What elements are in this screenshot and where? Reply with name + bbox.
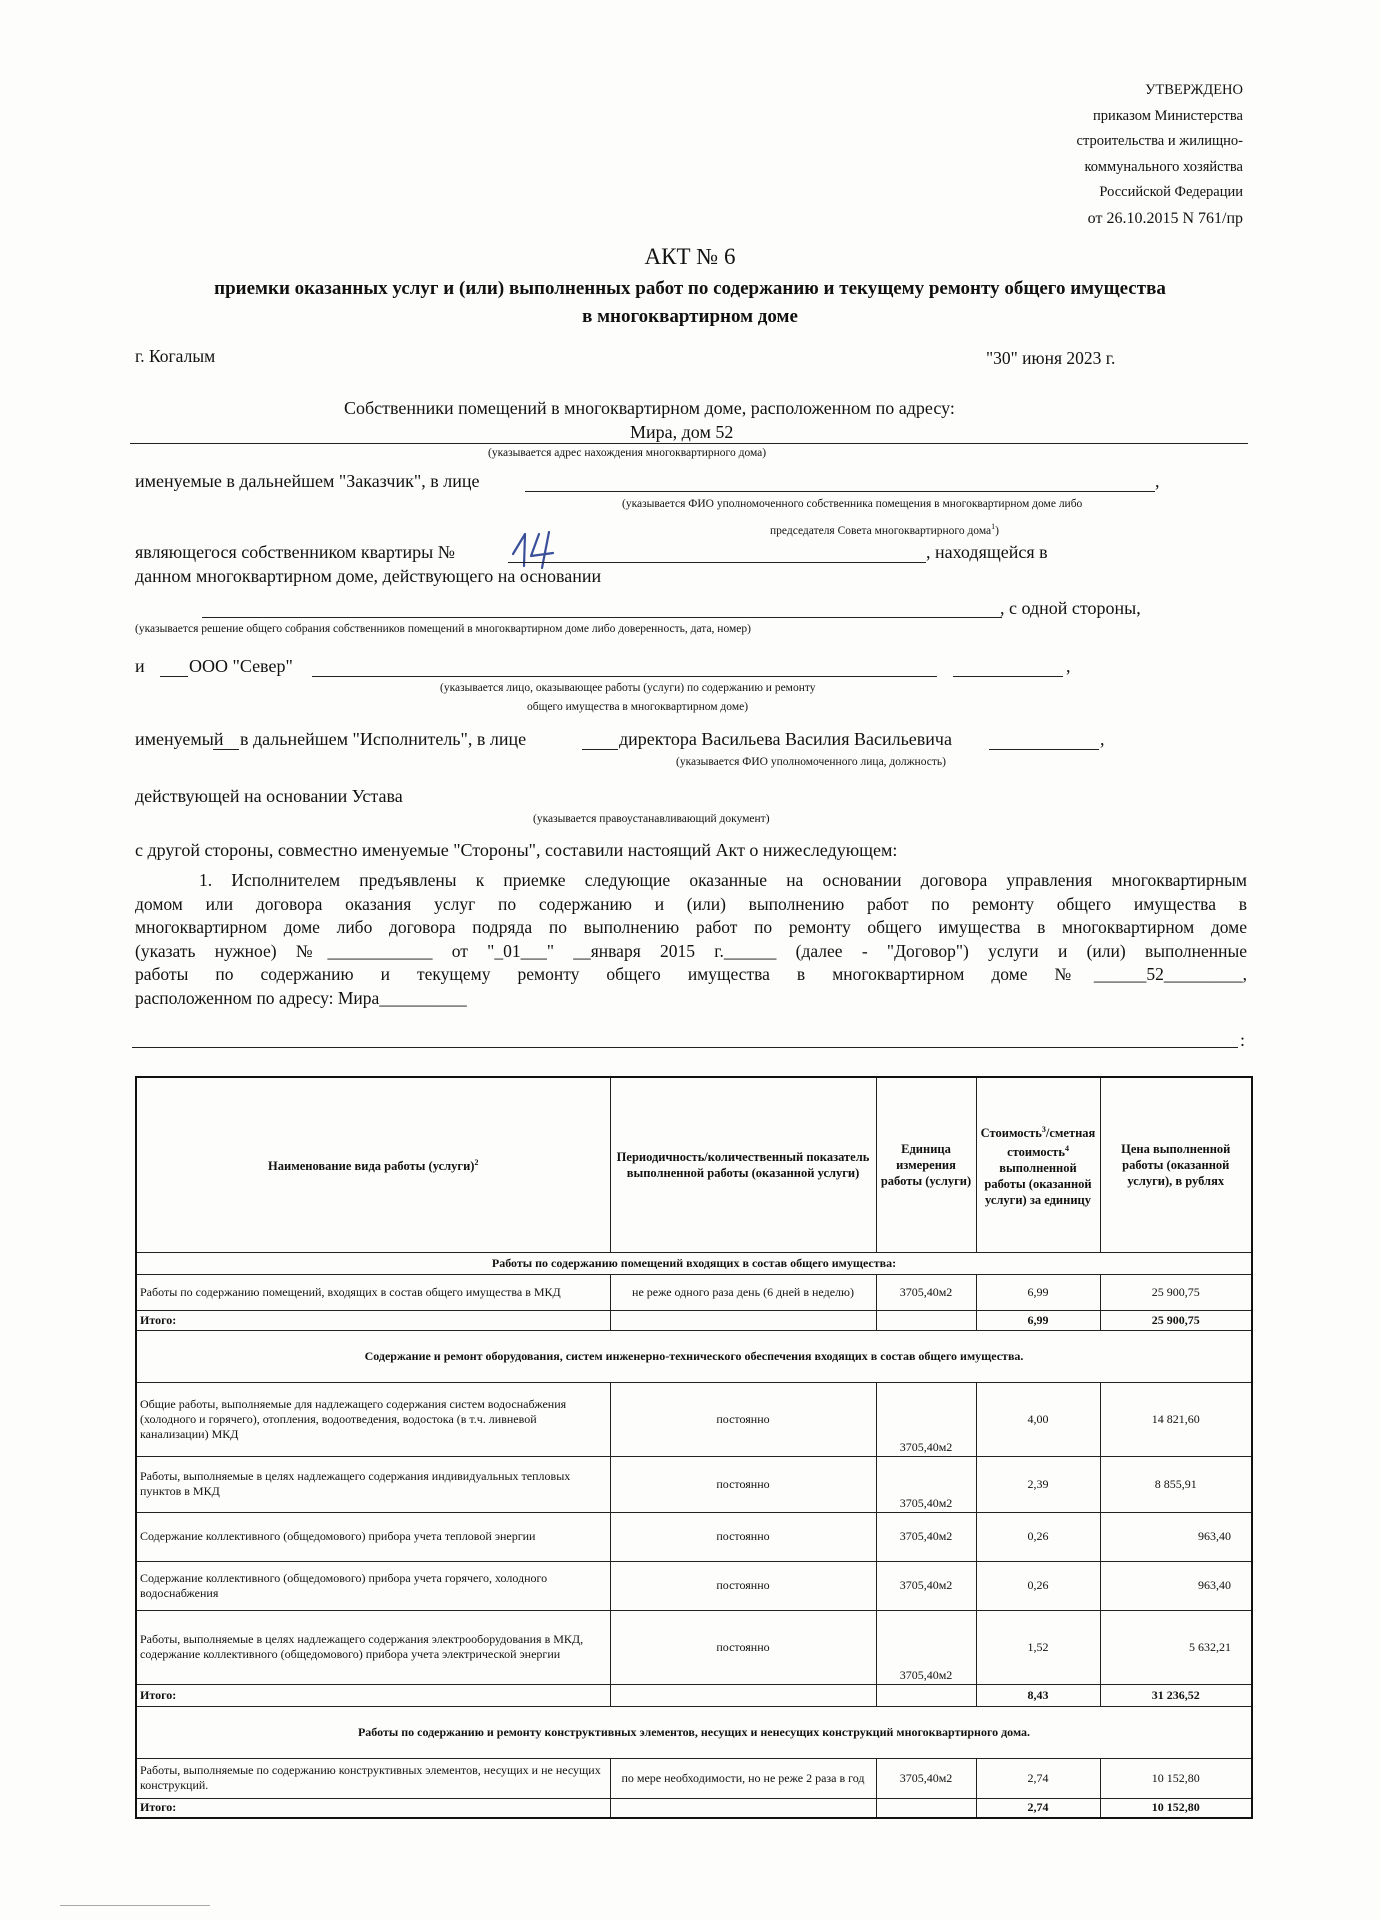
header-name — [136, 1077, 610, 1252]
cell-unit: 3705,40м2 — [876, 1382, 976, 1456]
cell-name: Содержание коллективного (общедомового) прибора учета тепловой энергии — [136, 1512, 610, 1561]
works-table — [135, 1076, 1253, 1819]
approval-stamp-block — [1077, 78, 1243, 231]
section-title-row — [136, 1706, 1252, 1758]
footnote-ref: 1 — [991, 522, 996, 531]
approval-line: приказом Министерства — [1093, 107, 1243, 124]
contractor-name: ООО "Север" — [189, 656, 293, 676]
executor-gap-line-2 — [582, 749, 618, 750]
clause-line: расположенном по адресу: Мира__________ — [135, 987, 467, 1008]
and-word: и — [135, 656, 145, 676]
cell-name: Общие работы, выполняемые для надлежащего содержания систем водоснабжения (холодного и горячего), отопления, водоотведения, водостока (в т.ч. ливневой канализации) МКД — [136, 1382, 610, 1456]
comma: , — [1066, 656, 1071, 676]
approval-line: коммунального хозяйства — [1084, 158, 1243, 175]
contractor-hint-2: общего имущества в многоквартирном доме) — [527, 701, 749, 713]
owner-prefix: являющегося собственником квартиры № — [135, 542, 455, 562]
cell-unit: 3705,40м2 — [876, 1274, 976, 1310]
cell-period: постоянно — [610, 1561, 876, 1610]
empty-cell — [610, 1684, 876, 1706]
footnote-ref: 2 — [474, 1158, 479, 1168]
address-underline — [130, 443, 1248, 444]
table-row — [136, 1456, 1252, 1512]
owner-line-2: данном многоквартирном доме, действующего на основании — [135, 566, 602, 586]
cell-period: не реже одного раза день (6 дней в неделю) — [610, 1274, 876, 1310]
section-title: Работы по содержанию и ремонту конструктивных элементов, несущих и ненесущих конструкций многоквартирного дома. — [136, 1706, 1252, 1758]
apartment-underline — [508, 562, 926, 563]
clause-line: (указать нужное) №____________ от "_01___" __января 2015 г.______ (далее - "Договор") услуги и (или) выполненные — [135, 940, 1247, 961]
act-date: "30" июня 2023 г. — [986, 348, 1116, 368]
cell-cost: 0,26 — [976, 1561, 1100, 1610]
cell-unit: 3705,40м2 — [876, 1512, 976, 1561]
total-label: Итого: — [136, 1798, 610, 1818]
table-row — [136, 1561, 1252, 1610]
header-cost-text: /сметная стоимость — [1007, 1125, 1096, 1159]
clause-underline — [132, 1047, 1238, 1048]
empty-cell — [876, 1310, 976, 1330]
header-name-text: Наименование вида работы (услуги) — [268, 1159, 475, 1174]
clause-line: работы по содержанию и текущему ремонту общего имущества в многоквартирном доме №______52_________, — [135, 964, 1247, 984]
section-title: Работы по содержанию помещений входящих в состав общего имущества: — [136, 1252, 1252, 1274]
cell-cost: 1,52 — [976, 1610, 1100, 1684]
cell-unit: 3705,40м2 — [876, 1758, 976, 1798]
total-row — [136, 1310, 1252, 1330]
header-price: Цена выполненной работы (оказанной услуги), в рублях — [1100, 1077, 1252, 1252]
section-title-row — [136, 1252, 1252, 1274]
section-title-row — [136, 1330, 1252, 1382]
table-row — [136, 1758, 1252, 1798]
basis-hint: (указывается решение общего собрания собственников помещений в многоквартирном доме либо доверенность, дата, номер) — [135, 623, 751, 635]
contractor-underline — [312, 676, 937, 677]
paren: ) — [995, 524, 999, 537]
clause-line: домом или договора оказания услуг по содержанию и (или) выполнению работ по ремонту общего имущества в — [135, 893, 1247, 914]
cell-period: постоянно — [610, 1512, 876, 1561]
address-value: Мира, дом 52 — [630, 422, 734, 442]
clause-line: 1. Исполнителем предъявлены к приемке следующие оказанные на основании договора управления многоквартирным — [199, 870, 1247, 890]
intro-text: с другой стороны, совместно именуемые "Стороны", составили настоящий Акт о нижеследующем: — [135, 840, 898, 860]
cell-cost: 6,99 — [976, 1274, 1100, 1310]
executor-hint: (указывается ФИО уполномоченного лица, должность) — [676, 756, 946, 768]
cell-price: 963,40 — [1100, 1512, 1252, 1561]
basis-underline — [202, 617, 1002, 618]
footnote-ref: 3 — [1041, 1124, 1046, 1134]
total-label: Итого: — [136, 1684, 610, 1706]
cell-price: 8 855,91 — [1100, 1456, 1252, 1512]
table-row — [136, 1512, 1252, 1561]
basis-doc-hint: (указывается правоустанавливающий документ) — [533, 813, 770, 825]
executor-gap-line — [213, 749, 239, 750]
act-title: АКТ № 6 — [644, 244, 736, 269]
total-cost: 6,99 — [976, 1310, 1100, 1330]
customer-prefix: именуемые в дальнейшем "Заказчик", в лице — [135, 471, 480, 491]
cell-price: 25 900,75 — [1100, 1274, 1252, 1310]
approval-line: Российской Федерации — [1099, 184, 1243, 200]
act-subtitle-2: в многоквартирном доме — [582, 306, 798, 327]
contractor-hint: (указывается лицо, оказывающее работы (услуги) по содержанию и ремонту — [440, 682, 816, 694]
table-header-row — [136, 1077, 1252, 1252]
table-row — [136, 1610, 1252, 1684]
cell-cost: 0,26 — [976, 1512, 1100, 1561]
customer-hint: (указывается ФИО уполномоченного собственника помещения в многоквартирном доме либо — [622, 498, 1083, 510]
executor-text: в дальнейшем "Исполнитель", в лице — [240, 729, 527, 749]
table-row — [136, 1274, 1252, 1310]
executor-person: директора Васильева Василия Васильевича — [619, 729, 952, 749]
one-side-text: , с одной стороны, — [1000, 598, 1141, 618]
header-cost — [976, 1077, 1100, 1252]
cell-unit: 3705,40м2 — [876, 1456, 976, 1512]
cell-cost: 4,00 — [976, 1382, 1100, 1456]
city: г. Когалым — [135, 346, 216, 366]
header-cost-text: Стоимость — [980, 1125, 1042, 1140]
cell-price: 963,40 — [1100, 1561, 1252, 1610]
empty-cell — [876, 1798, 976, 1818]
comma: , — [1155, 471, 1160, 491]
cell-cost: 2,39 — [976, 1456, 1100, 1512]
cell-cost: 2,74 — [976, 1758, 1100, 1798]
total-cost: 8,43 — [976, 1684, 1100, 1706]
approval-line: строительства и жилищно- — [1076, 133, 1243, 149]
cell-name: Работы, выполняемые в целях надлежащего содержания индивидуальных тепловых пунктов в МКД — [136, 1456, 610, 1512]
cell-price: 5 632,21 — [1100, 1610, 1252, 1684]
empty-cell — [876, 1684, 976, 1706]
cell-price: 10 152,80 — [1100, 1758, 1252, 1798]
customer-hint-2 — [770, 522, 999, 537]
cell-period: постоянно — [610, 1610, 876, 1684]
table-row — [136, 1382, 1252, 1456]
address-hint: (указывается адрес нахождения многоквартирного дома) — [488, 447, 767, 459]
total-row — [136, 1684, 1252, 1706]
executor-underline — [989, 749, 1099, 750]
section-title: Содержание и ремонт оборудования, систем инженерно-технического обеспечения входящих в состав общего имущества. — [136, 1330, 1252, 1382]
cell-name: Работы по содержанию помещений, входящих в состав общего имущества в МКД — [136, 1274, 610, 1310]
approval-line: УТВЕРЖДЕНО — [1145, 82, 1243, 98]
customer-underline — [525, 491, 1155, 492]
total-price: 10 152,80 — [1100, 1798, 1252, 1818]
cell-unit: 3705,40м2 — [876, 1610, 976, 1684]
executor-word: именуемый — [135, 729, 224, 749]
cell-unit: 3705,40м2 — [876, 1561, 976, 1610]
comma: , — [1100, 729, 1105, 749]
total-price: 25 900,75 — [1100, 1310, 1252, 1330]
empty-cell — [610, 1310, 876, 1330]
total-price: 31 236,52 — [1100, 1684, 1252, 1706]
cell-period: по мере необходимости, но не реже 2 раза в год — [610, 1758, 876, 1798]
header-unit: Единица измерения работы (услуги) — [876, 1077, 976, 1252]
total-row — [136, 1798, 1252, 1818]
cell-name: Работы, выполняемые в целях надлежащего содержания электрооборудования в МКД, содержание коллективного (общедомового) прибора учета электрической энергии — [136, 1610, 610, 1684]
approval-line: от 26.10.2015 N 761/пр — [1087, 209, 1243, 227]
header-period: Периодичность/количественный показатель выполненной работы (оказанной услуги) — [610, 1077, 876, 1252]
customer-hint-text: председателя Совета многоквартирного дома — [770, 524, 992, 537]
total-cost: 2,74 — [976, 1798, 1100, 1818]
total-label: Итого: — [136, 1310, 610, 1330]
clause-colon: : — [1240, 1030, 1246, 1050]
clause-1 — [135, 869, 1247, 1010]
cell-price: 14 821,60 — [1100, 1382, 1252, 1456]
header-cost-text: выполненной работы (оказанной услуги) за единицу — [984, 1160, 1092, 1207]
basis-text: действующей на основании Устава — [135, 786, 403, 806]
act-subtitle: приемки оказанных услуг и (или) выполненных работ по содержанию и текущему ремонту общего имущества — [214, 278, 1166, 299]
cell-period: постоянно — [610, 1382, 876, 1456]
footnote-ref: 4 — [1064, 1143, 1069, 1153]
cell-name: Работы, выполняемые по содержанию конструктивных элементов, несущих и не несущих конструкций. — [136, 1758, 610, 1798]
cell-period: постоянно — [610, 1456, 876, 1512]
owners-line: Собственники помещений в многоквартирном доме, расположенном по адресу: — [344, 398, 955, 418]
clause-line: многоквартирном доме либо договора подряда по выполнению работ по ремонту общего имущества в многоквартирном доме — [135, 917, 1247, 937]
contractor-prefix-underline — [160, 676, 188, 677]
owner-suffix: , находящейся в — [926, 542, 1048, 562]
empty-cell — [610, 1798, 876, 1818]
contractor-underline-2 — [953, 676, 1063, 677]
cell-name: Содержание коллективного (общедомового) прибора учета горячего, холодного водоснабжения — [136, 1561, 610, 1610]
page-footer-line — [60, 1905, 210, 1906]
